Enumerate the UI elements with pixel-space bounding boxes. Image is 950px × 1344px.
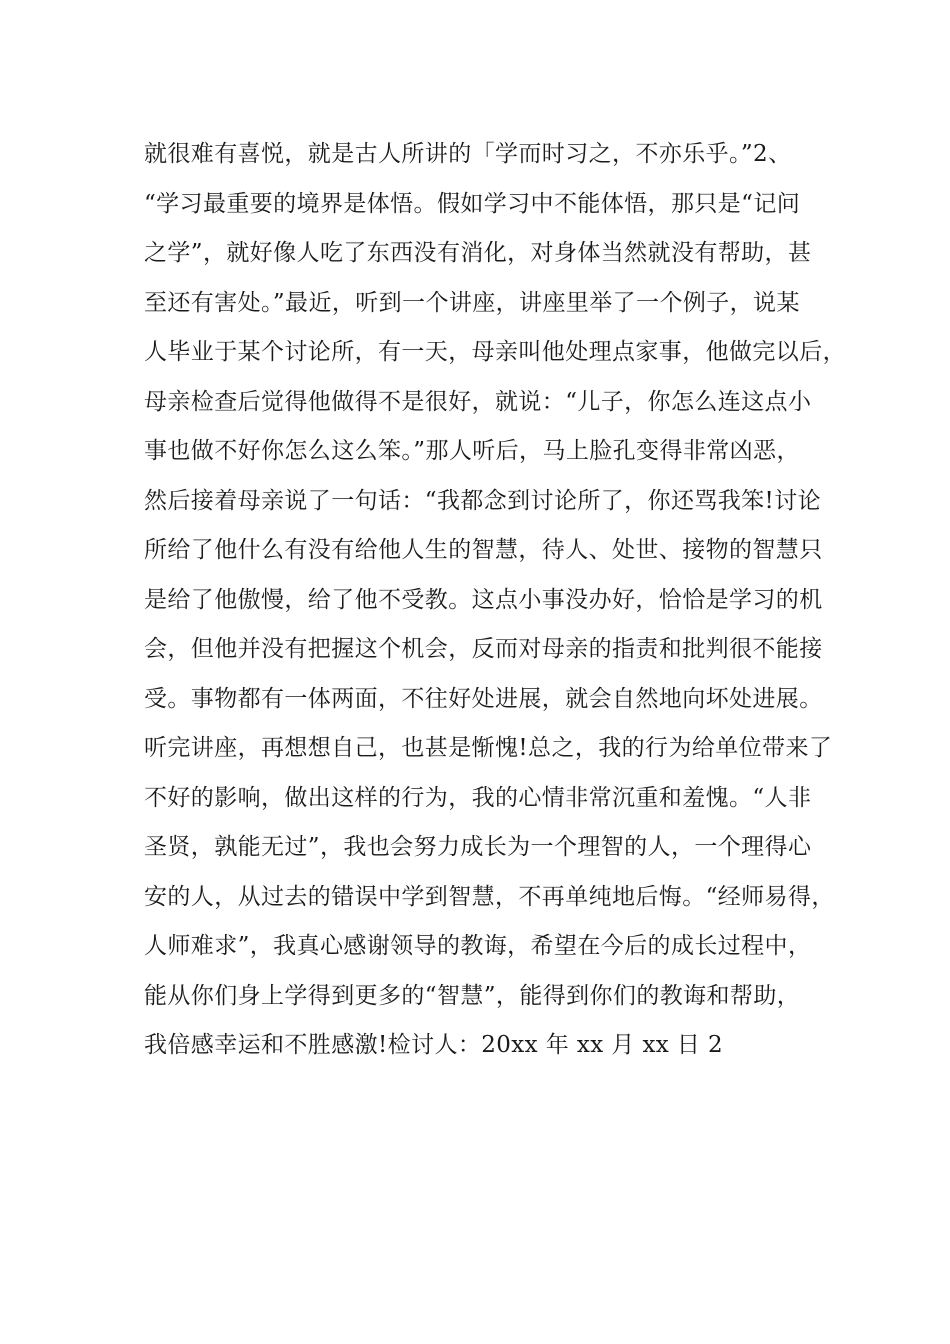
- text-line-12: 受。事物都有一体两面，不往好处进展，就会自然地向坏处进展。: [144, 685, 823, 712]
- text-line-18: 能从你们身上学得到更多的“智慧”，能得到你们的教诲和帮助，: [144, 982, 801, 1009]
- text-line-11: 会，但他并没有把握这个机会，反而对母亲的指责和批判很不能接: [144, 636, 823, 662]
- text-line-13: 听完讲座，再想想自己，也甚是惭愧!总之，我的行为给单位带来了: [144, 735, 833, 761]
- text-line-5: 人毕业于某个讨论所，有一天，母亲叫他处理点家事，他做完以后，: [144, 339, 846, 365]
- text-line-15: 圣贤，孰能无过”，我也会努力成长为一个理智的人，一个理得心: [144, 834, 812, 860]
- text-line-4: 至还有害处。”最近，听到一个讲座，讲座里举了一个例子，说某: [144, 289, 800, 316]
- text-line-14: 不好的影响，做出这样的行为，我的心情非常沉重和羞愧。“人非: [144, 784, 812, 811]
- text-line-16: 安的人，从过去的错误中学到智慧，不再单纯地后悔。“经师易得，: [144, 883, 835, 910]
- text-line-2: “学习最重要的境界是体悟。假如学习中不能体悟，那只是“记问: [144, 190, 801, 217]
- text-line-9: 所给了他什么有没有给他人生的智慧，待人、处世、接物的智慧只: [144, 537, 823, 563]
- text-line-8: 然后接着母亲说了一句话：“我都念到讨论所了，你还骂我笨!讨论: [144, 487, 822, 514]
- text-line-1: 就很难有喜悦，就是古人所讲的「学而时习之，不亦乐乎。”2、: [144, 141, 792, 167]
- text-line-10: 是给了他傲慢，给了他不受教。这点小事没办好，恰恰是学习的机: [144, 586, 823, 613]
- signature-line: 我倍感幸运和不胜感激!检讨人：20xx 年 xx 月 xx 日 2: [144, 1032, 724, 1058]
- text-line-17: 人师难求”，我真心感谢领导的教诲，希望在今后的成长过程中，: [144, 933, 812, 959]
- text-line-3: 之学”，就好像人吃了东西没有消化，对身体当然就没有帮助，甚: [144, 240, 812, 266]
- body-text: [144, 130, 844, 1071]
- text-line-7: 事也做不好你怎么这么笨。”那人听后，马上脸孔变得非常凶恶，: [144, 438, 800, 464]
- text-line-6: 母亲检查后觉得他做得不是很好，就说：“儿子，你怎么连这点小: [144, 388, 812, 415]
